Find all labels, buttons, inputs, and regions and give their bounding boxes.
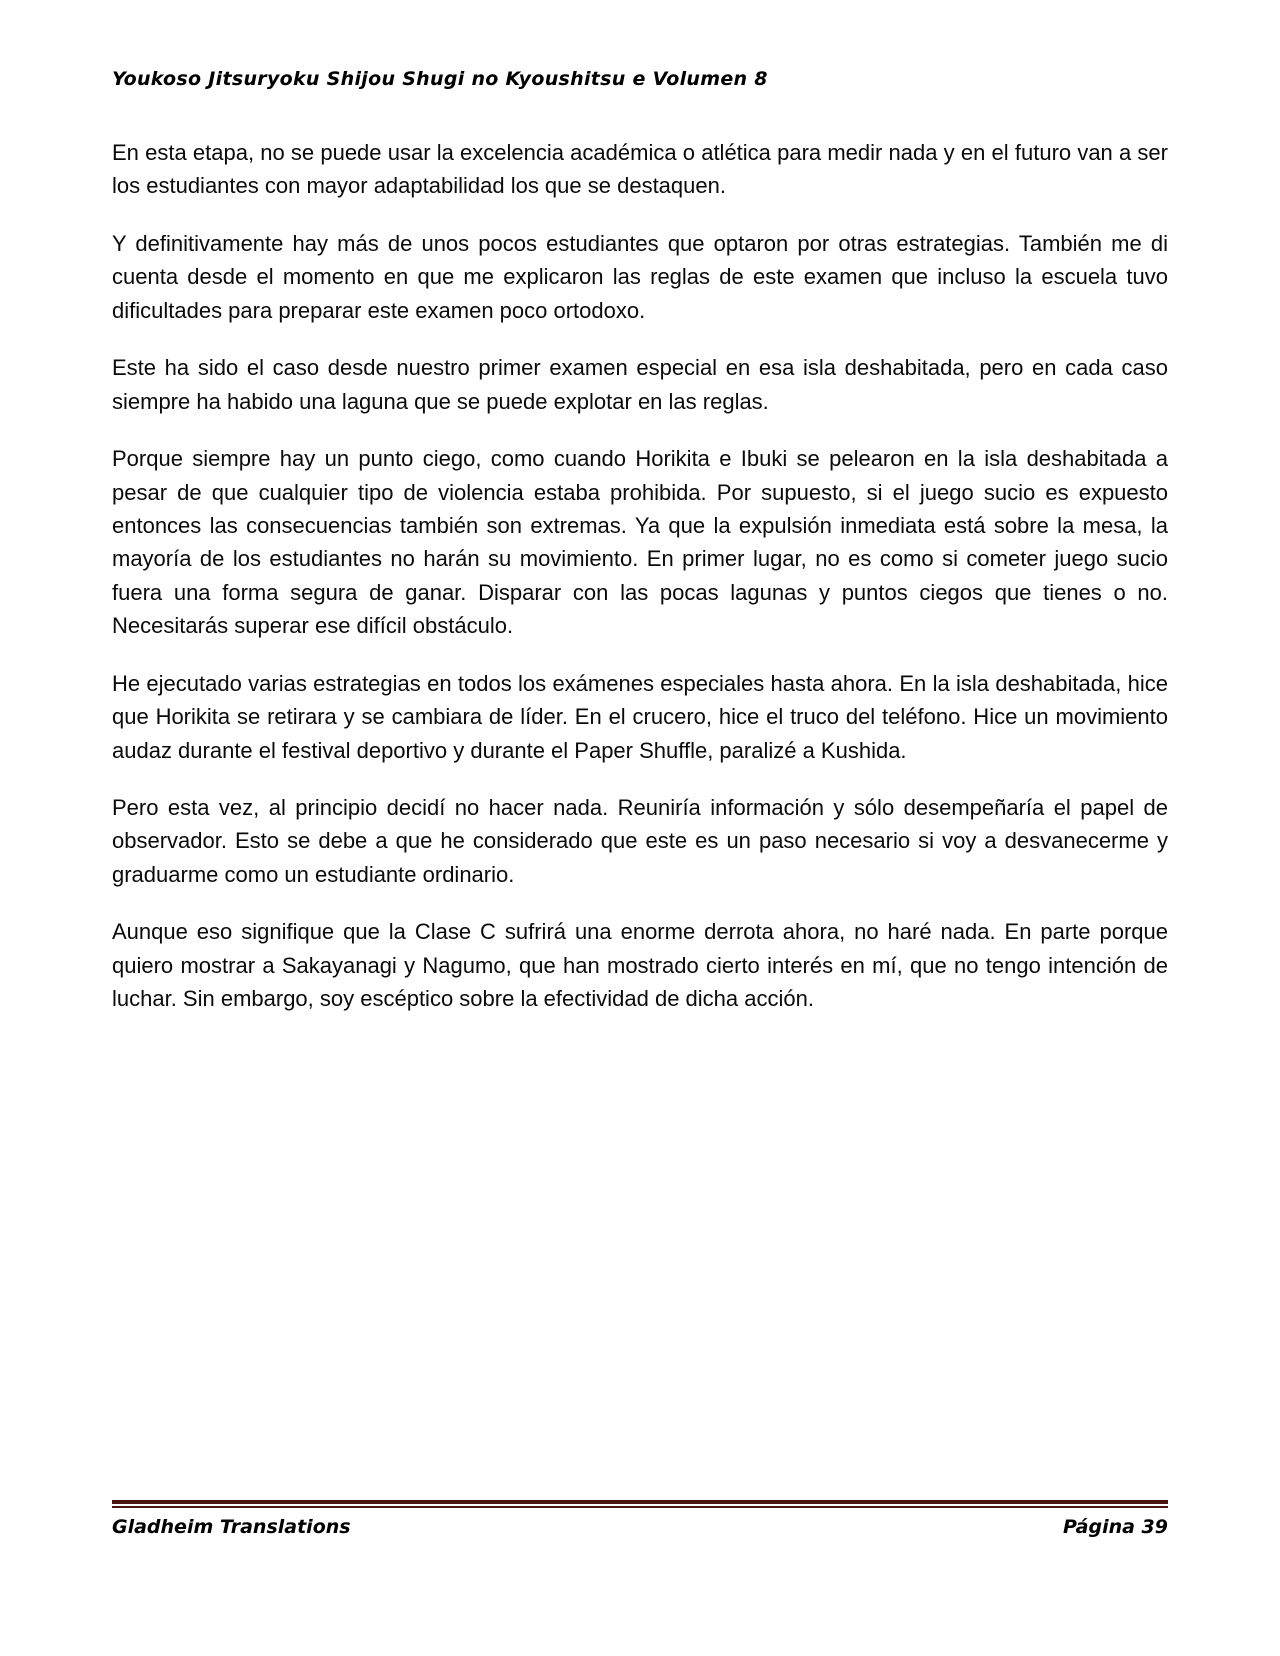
paragraph: Pero esta vez, al principio decidí no hacer nada. Reuniría información y sólo desempeñaría el papel de observador. Esto se debe a que he considerado que este es un paso necesario si voy a desvanecerme y graduarme como un estudiante ordinario. — [112, 795, 1168, 887]
footer-translator-credit: Gladheim Translations — [112, 1516, 351, 1538]
paragraph: Aunque eso signifique que la Clase C sufrirá una enorme derrota ahora, no haré nada. En parte porque quiero mostrar a Sakayanagi y Nagumo, que han mostrado cierto interés en mí, que no tengo intención de luchar. Sin embargo, soy escéptico sobre la efectividad de dicha acción. — [112, 919, 1168, 1012]
paragraph: En esta etapa, no se puede usar la excelencia académica o atlética para medir nada y en el futuro van a ser los estudiantes con mayor adaptabilidad los que se destaquen. — [112, 140, 1168, 199]
paragraph: He ejecutado varias estrategias en todos los exámenes especiales hasta ahora. En la isla deshabitada, hice que Horikita se retirara y se cambiara de líder. En el crucero, hice el truco del teléfono. Hice un movimiento audaz durante el festival deportivo y durante el Paper Shuffle, paralizé a Kushida. — [112, 670, 1168, 763]
document-footer — [112, 1500, 1168, 1538]
footer-row — [112, 1516, 1168, 1538]
document-body — [112, 136, 1168, 1016]
paragraph: Porque siempre hay un punto ciego, como cuando Horikita e Ibuki se pelearon en la isla deshabitada a pesar de que cualquier tipo de violencia estaba prohibida. Por supuesto, si el juego sucio es expuesto entonces las consecuencias también son extremas. Ya que la expulsión inmediata está sobre la mesa, la mayoría de los estudiantes no harán su movimiento. En primer lugar, no es como si cometer juego sucio fuera una forma segura de ganar. Disparar con las pocas lagunas y puntos ciegos que tienes o no. Necesitarás superar ese difícil obstáculo. — [112, 446, 1168, 639]
footer-divider — [112, 1500, 1168, 1508]
footer-page-number: Página 39 — [1062, 1516, 1168, 1538]
document-header-title: Youkoso Jitsuryoku Shijou Shugi no Kyoushitsu e Volumen 8 — [112, 68, 768, 90]
paragraph: Y definitivamente hay más de unos pocos estudiantes que optaron por otras estrategias. También me di cuenta desde el momento en que me explicaron las reglas de este examen que incluso la escuela tuvo dificultades para preparar este examen poco ortodoxo. — [112, 230, 1168, 323]
paragraph: Este ha sido el caso desde nuestro primer examen especial en esa isla deshabitada, pero en cada caso siempre ha habido una laguna que se puede explotar en las reglas. — [112, 355, 1168, 414]
